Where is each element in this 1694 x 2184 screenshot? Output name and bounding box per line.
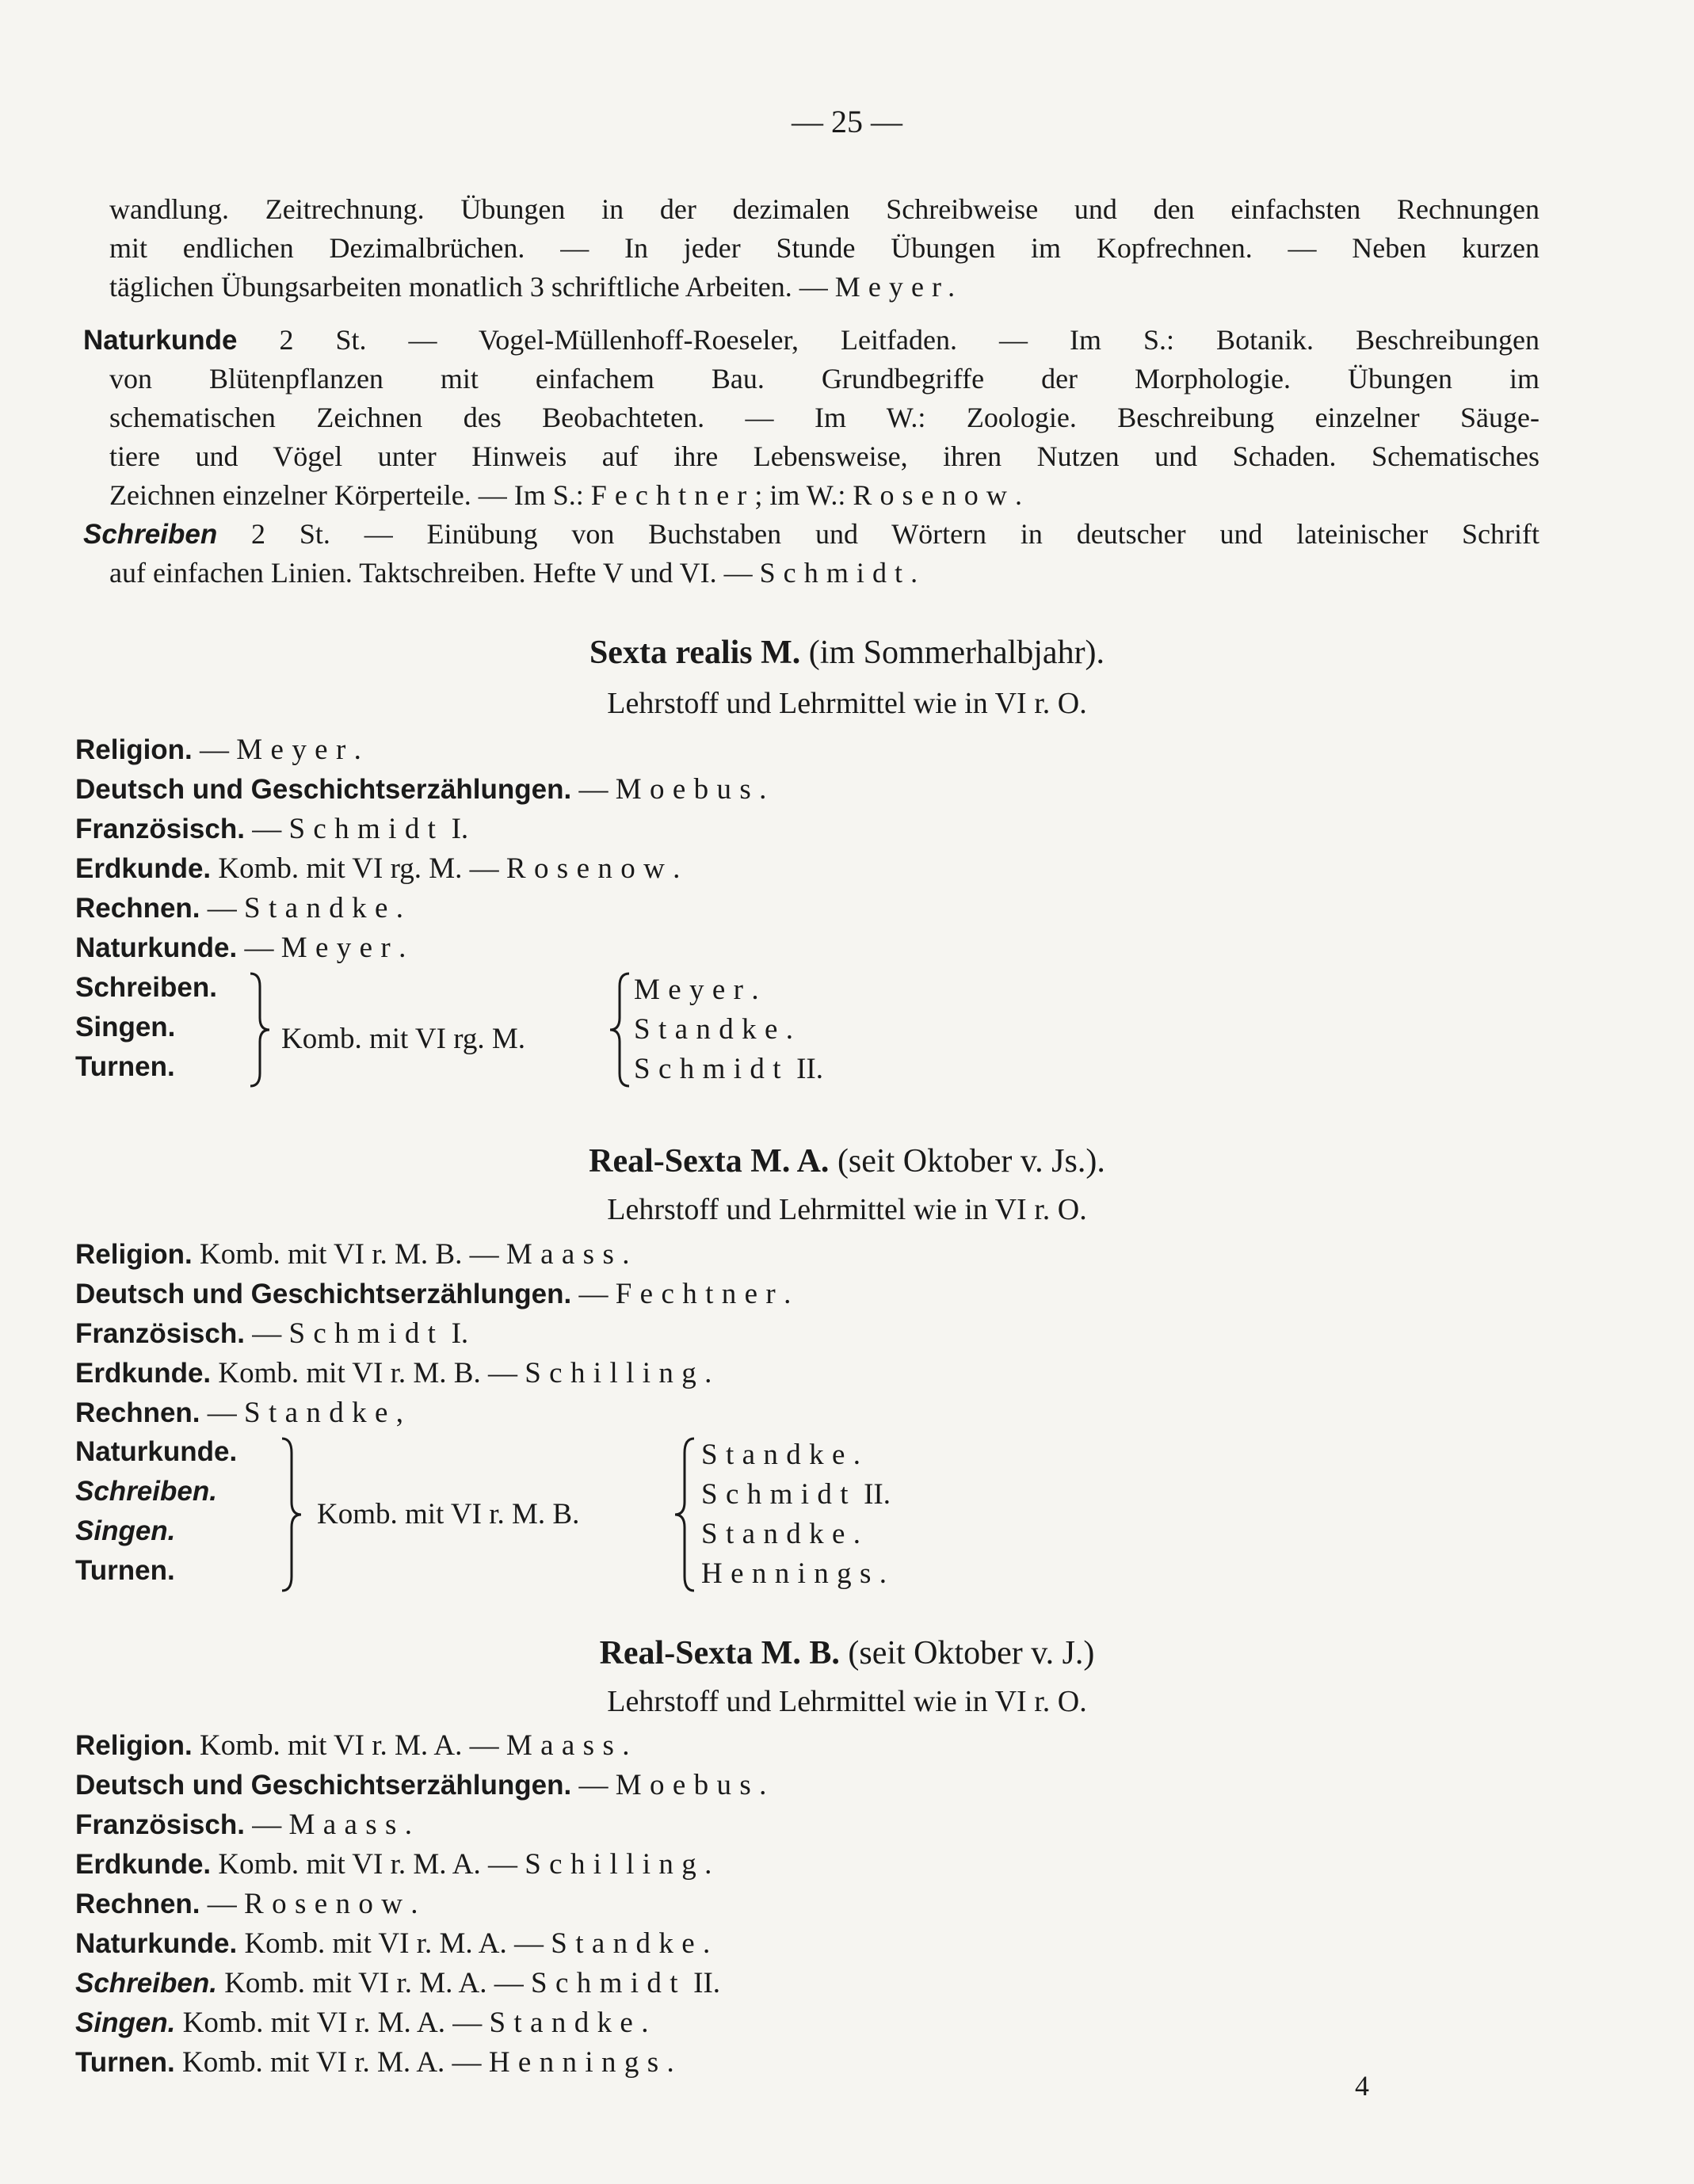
subject-heading: Französisch. [75,814,245,844]
subject-row [75,852,680,886]
group-labels [75,968,217,1087]
schreiben-line-2 [83,554,1539,593]
section-subtitle: Lehrstoff und Lehrmittel wie in VI r. O. [607,687,1087,720]
subject-row [75,2006,648,2040]
subject-end: I. [444,813,469,845]
subject-text: — [200,1397,245,1429]
subject-text: Komb. mit VI rg. M. — [211,852,506,885]
subject-heading: Turnen. [75,2047,175,2078]
subject-end: . [399,932,406,964]
subject-heading: Naturkunde. [75,1928,238,1959]
subject-end: . [622,1238,630,1271]
teacher-name: Schilling [525,1848,705,1881]
teacher-name: Meyer [236,734,354,766]
group-label: Naturkunde. [75,1436,238,1467]
subject-row [75,1768,766,1802]
naturkunde-line-5-text: Zeichnen einzelner Körperteile. — Im S.: [109,479,591,511]
group-teacher [701,1477,891,1511]
intro-line-3-text: täglichen Übungsarbeiten monatlich 3 schriftliche Arbeiten. — [109,271,835,303]
subject-heading: Singen. [75,2007,176,2038]
subject-heading: Deutsch und Geschichtserzählungen. [75,1770,572,1801]
teacher-name: Meyer. [834,271,963,303]
teacher-end: . [785,1013,793,1046]
teacher-end: II. [788,1053,824,1085]
naturkunde-heading: Naturkunde [83,325,238,356]
subject-end: . [622,1729,630,1762]
section-title-rest: (im Sommerhalbjahr). [800,635,1105,671]
teacher-end: . [751,974,759,1006]
section-subtitle: Lehrstoff und Lehrmittel wie in VI r. O. [607,1685,1087,1718]
subject-row [75,1317,468,1351]
teacher-name: Schmidt [759,557,911,589]
subject-row [75,1927,710,1961]
subject-row [75,733,361,767]
schreiben-heading: Schreiben [83,519,218,550]
section-title-rest: (seit Oktober v. J.) [839,1635,1095,1671]
subject-heading: Rechnen. [75,1397,200,1428]
teacher-name: Schmidt [288,813,444,845]
teacher-end: . [879,1557,887,1590]
group-teacher [701,1438,860,1472]
teacher-name: Fechtner [615,1278,784,1310]
teacher-end: II. [856,1478,891,1511]
right-brace [277,1435,309,1594]
subject-heading: Deutsch und Geschichtserzählungen. [75,1279,572,1309]
section-title-bold: Sexta realis M. [589,635,801,671]
subject-end: . [404,1809,413,1841]
teacher-name: Standke [701,1518,853,1550]
group-teacher [701,1557,887,1591]
right-brace [246,970,277,1089]
subject-text: — [244,813,289,845]
naturkunde-paragraph [83,321,1539,515]
teacher-name: Moebus [615,1769,760,1801]
teacher-name: Standke [244,892,396,924]
subject-end: . [704,1848,712,1881]
subject-row [75,1808,412,1842]
subject-row [75,1396,403,1430]
section-title-rest: (seit Oktober v. Js.). [829,1143,1105,1180]
schreiben-line-2-text: auf einfachen Linien. Taktschreiben. Hefte V und VI. — [109,557,760,589]
subject-heading: Französisch. [75,1318,245,1349]
subject-row [75,1237,629,1271]
teacher-name: Meyer [280,932,399,964]
schreiben-paragraph [83,515,1539,593]
subject-text: — [192,734,237,766]
teacher-name: Schmidt [701,1478,857,1511]
subject-text: Komb. mit VI r. M. A. — [192,1729,506,1762]
naturkunde-line-5-end: . [1014,479,1022,511]
subject-row [75,772,766,806]
group-label: Singen. [75,1515,176,1546]
subject-text: — [571,1278,616,1310]
group-labels [75,1432,237,1591]
subject-end: . [784,1278,792,1310]
group-label: Turnen. [75,1051,175,1082]
subject-heading: Religion. [75,734,193,765]
subject-text: Komb. mit VI r. M. A. — [175,2007,490,2039]
subject-end: . [410,1888,418,1920]
teacher-name: Maass [506,1238,623,1271]
teacher-name: Schmidt [634,1053,789,1085]
subject-row [75,931,406,965]
teacher-name: Moebus [615,773,760,806]
subject-row [75,812,468,846]
group-teacher [634,1052,823,1086]
teacher-name: Meyer [634,974,752,1006]
subject-end: , [395,1397,404,1429]
subject-row [75,1887,418,1921]
signature-mark: 4 [1355,2070,1369,2102]
section-title-bold: Real-Sexta M. A. [589,1143,830,1180]
subject-end: . [703,1927,711,1960]
teacher-name: Standke [551,1927,704,1960]
schreiben-line-2-end: . [910,557,918,589]
subject-end: . [353,734,361,766]
naturkunde-line-4: tiere und Vögel unter Hinweis auf ihre Lebensweise, ihren Nutzen und Schaden. Schematisches [109,440,1539,472]
teacher-name: Standke [701,1439,853,1471]
teacher-name: Maass [288,1809,405,1841]
subject-text: Komb. mit VI r. M. A. — [211,1848,525,1881]
intro-paragraph [109,190,1539,307]
subject-end: . [704,1357,712,1389]
teacher-name: Fechtner [590,479,755,511]
subject-text: — [571,1769,616,1801]
section-subtitle: Lehrstoff und Lehrmittel wie in VI r. O. [607,1193,1087,1226]
subject-text: Komb. mit VI r. M. A. — [216,1967,532,1999]
subject-text: — [244,1809,289,1841]
subject-row [75,1729,629,1763]
subject-text: Komb. mit VI r. M. A. — [174,2046,489,2079]
schreiben-line-1-text: 2 St. — Einübung von Buchstaben und Wörtern in deutscher und lateinischer Schrift [217,518,1539,550]
schreiben-line-1 [83,515,1539,554]
subject-heading: Rechnen. [75,893,200,924]
subject-row [75,2045,674,2079]
subject-heading: Naturkunde. [75,932,238,963]
subject-row [75,1966,720,2000]
subject-text: — [571,773,616,806]
subject-text: — [237,932,281,964]
subject-end: . [666,2046,674,2079]
naturkunde-line-5-mid: ; im W.: [754,479,853,511]
teacher-name: Rosenow [506,852,673,885]
section-title-sexta-realis [0,634,1694,672]
naturkunde-line-5 [83,476,1539,515]
teacher-end: . [853,1439,860,1471]
subject-end: . [673,852,681,885]
subject-heading: Religion. [75,1730,193,1761]
teacher-end: . [853,1518,860,1550]
group-komb-text: Komb. mit VI rg. M. [281,1023,526,1055]
subject-heading: Schreiben. [75,1968,217,1999]
group-teacher [701,1517,860,1551]
subject-text: Komb. mit VI r. M. A. — [237,1927,551,1960]
subject-heading: Erdkunde. [75,1849,212,1880]
subject-end: . [759,773,767,806]
section-title-real-sexta-b [0,1634,1694,1672]
teacher-name: Standke [489,2007,642,2039]
subject-text: Komb. mit VI r. M. B. — [211,1357,525,1389]
teacher-name: Schmidt [288,1317,444,1350]
subject-text: Komb. mit VI r. M. B. — [192,1238,506,1271]
subject-row [75,1356,712,1390]
teacher-name: Rosenow [853,479,1015,511]
subject-end: I. [444,1317,469,1350]
subject-row [75,1277,791,1311]
subject-end: . [395,892,404,924]
subject-heading: Rechnen. [75,1889,200,1919]
combined-subjects-group [75,1432,237,1591]
subject-end: . [641,2007,649,2039]
subject-heading: Deutsch und Geschichtserzählungen. [75,774,572,805]
teacher-name: Hennings [701,1557,879,1590]
subject-text: — [244,1317,289,1350]
subject-end: II. [685,1967,721,1999]
subject-heading: Erdkunde. [75,853,212,884]
teacher-name: Standke [244,1397,396,1429]
group-teacher [634,1012,793,1046]
naturkunde-line-1-text: 2 St. — Vogel-Müllenhoff-Roeseler, Leitfaden. — Im S.: Botanik. Beschreibungen [237,324,1539,356]
naturkunde-line-3: schematischen Zeichnen des Beobachteten. — Im W.: Zoologie. Beschreibung einzelner Säuge- [109,402,1539,433]
subject-text: — [200,1888,245,1920]
subject-end: . [759,1769,767,1801]
combined-subjects-group [75,968,217,1087]
section-title-bold: Real-Sexta M. B. [599,1635,840,1671]
teacher-name: Schmidt [531,1967,686,1999]
teacher-name: Rosenow [244,1888,411,1920]
teacher-name: Hennings [488,2046,667,2079]
teacher-name: Standke [634,1013,786,1046]
intro-line-3 [109,268,1539,307]
subject-heading: Religion. [75,1239,193,1270]
group-label: Schreiben. [75,1476,217,1507]
group-teacher [634,973,759,1007]
teacher-name: Schilling [525,1357,705,1389]
group-label: Singen. [75,1012,176,1042]
page-number: — 25 — [792,104,902,139]
subject-text: — [200,892,245,924]
naturkunde-line-1 [83,321,1539,360]
left-brace [667,1435,699,1594]
section-title-real-sexta-a [0,1142,1694,1180]
left-brace [602,970,634,1089]
subject-row [75,891,403,925]
subject-heading: Erdkunde. [75,1358,212,1389]
group-label: Schreiben. [75,972,217,1003]
intro-line-1: wandlung. Zeitrechnung. Übungen in der dezimalen Schreibweise und den einfachsten Rechnungen [109,193,1539,225]
teacher-name: Maass [506,1729,623,1762]
intro-line-2: mit endlichen Dezimalbrüchen. — In jeder Stunde Übungen im Kopfrechnen. — Neben kurzen [109,232,1539,264]
subject-row [75,1847,712,1881]
group-label: Turnen. [75,1555,175,1586]
naturkunde-line-2: von Blütenpflanzen mit einfachem Bau. Grundbegriffe der Morphologie. Übungen im [109,363,1539,394]
group-komb-text: Komb. mit VI r. M. B. [317,1498,580,1530]
subject-heading: Französisch. [75,1809,245,1840]
